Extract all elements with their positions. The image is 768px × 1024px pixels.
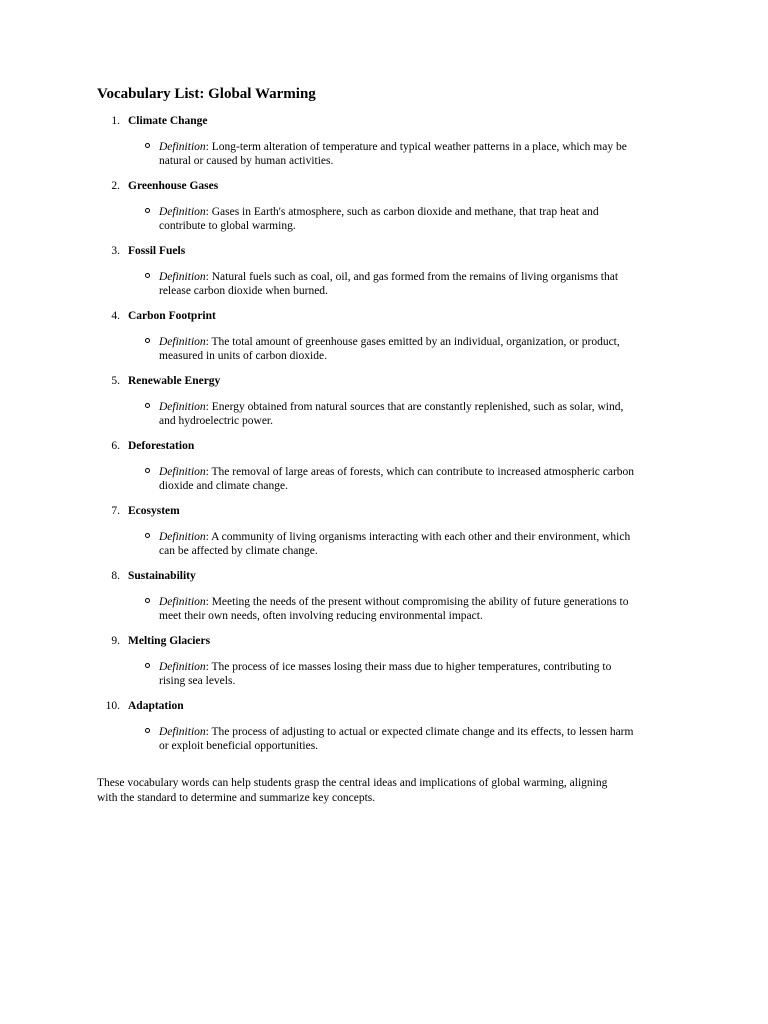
item-number: 3. (111, 245, 120, 257)
definition-text: release carbon dioxide when burned. (159, 285, 328, 297)
definition-text: and hydroelectric power. (159, 415, 273, 427)
definition-text: dioxide and climate change. (159, 480, 289, 492)
definition-label: Definition (159, 466, 206, 478)
bullet-icon (145, 338, 150, 343)
term-definition (159, 595, 679, 623)
definition-text: measured in units of carbon dioxide. (159, 350, 327, 362)
definition-text: : The removal of large areas of forests, which can contribute to increased atmospheric carbon (205, 466, 635, 478)
item-number: 10. (105, 700, 120, 712)
item-number: 8. (111, 570, 120, 582)
definition-label: Definition (159, 206, 206, 218)
bullet-icon (145, 403, 150, 408)
vocabulary-list (0, 114, 768, 764)
term-name: Sustainability (128, 570, 196, 582)
list-item (0, 699, 768, 764)
term-definition (159, 400, 679, 428)
term-definition (159, 270, 679, 298)
definition-label: Definition (159, 726, 206, 738)
term-name: Fossil Fuels (128, 245, 186, 257)
list-item (0, 569, 768, 634)
term-name: Ecosystem (128, 505, 180, 517)
bullet-icon (145, 273, 150, 278)
list-item (0, 374, 768, 439)
summary-text: with the standard to determine and summarize key concepts. (97, 791, 376, 804)
term-name: Melting Glaciers (128, 635, 211, 647)
definition-text: can be affected by climate change. (159, 545, 318, 557)
term-definition (159, 205, 679, 233)
list-item (0, 439, 768, 504)
item-number: 4. (111, 310, 120, 322)
definition-label: Definition (159, 336, 206, 348)
definition-label: Definition (159, 596, 206, 608)
list-item (0, 634, 768, 699)
list-item (0, 114, 768, 179)
term-definition (159, 140, 679, 168)
bullet-icon (145, 663, 150, 668)
item-number: 6. (111, 440, 120, 452)
term-name: Greenhouse Gases (128, 180, 219, 192)
list-item (0, 179, 768, 244)
definition-text: : The process of ice masses losing their mass due to higher temperatures, contributing to (205, 661, 612, 673)
item-number: 9. (111, 635, 120, 647)
bullet-icon (145, 468, 150, 473)
definition-label: Definition (159, 531, 206, 543)
definition-text: : The process of adjusting to actual or expected climate change and its effects, to lessen harm (205, 726, 634, 738)
item-number: 7. (111, 505, 120, 517)
definition-label: Definition (159, 401, 206, 413)
item-number: 2. (111, 180, 120, 192)
summary-text: These vocabulary words can help students grasp the central ideas and implications of global warming, aligning (97, 776, 608, 789)
list-item (0, 309, 768, 374)
term-name: Climate Change (128, 115, 208, 127)
definition-text: or exploit beneficial opportunities. (159, 740, 319, 752)
definition-text: : The total amount of greenhouse gases emitted by an individual, organization, or product, (205, 336, 620, 348)
term-name: Carbon Footprint (128, 310, 216, 322)
term-name: Deforestation (128, 440, 195, 452)
definition-label: Definition (159, 141, 206, 153)
definition-text: meet their own needs, often involving reducing environmental impact. (159, 610, 483, 622)
term-definition (159, 725, 679, 753)
definition-text: natural or caused by human activities. (159, 155, 334, 167)
definition-text: : Long-term alteration of temperature and typical weather patterns in a place, which may be (205, 141, 627, 153)
term-definition (159, 530, 679, 558)
definition-text: : A community of living organisms interacting with each other and their environment, which (205, 531, 631, 543)
definition-label: Definition (159, 661, 206, 673)
term-definition (159, 465, 679, 493)
list-item (0, 504, 768, 569)
list-item (0, 244, 768, 309)
definition-text: contribute to global warming. (159, 220, 296, 232)
definition-label: Definition (159, 271, 206, 283)
definition-text: : Natural fuels such as coal, oil, and gas formed from the remains of living organisms that (205, 271, 619, 283)
item-number: 5. (111, 375, 120, 387)
bullet-icon (145, 598, 150, 603)
bullet-icon (145, 143, 150, 148)
term-name: Renewable Energy (128, 375, 221, 387)
term-name: Adaptation (128, 700, 184, 712)
term-definition (159, 660, 679, 688)
bullet-icon (145, 208, 150, 213)
item-number: 1. (111, 115, 120, 127)
term-definition (159, 335, 679, 363)
bullet-icon (145, 728, 150, 733)
bullet-icon (145, 533, 150, 538)
definition-text: : Gases in Earth's atmosphere, such as carbon dioxide and methane, that trap heat and (205, 206, 599, 218)
summary-paragraph (97, 776, 687, 806)
definition-text: rising sea levels. (159, 675, 236, 687)
page-title: Vocabulary List: Global Warming (97, 86, 316, 102)
definition-text: : Meeting the needs of the present without compromising the ability of future generations to (205, 596, 629, 608)
definition-text: : Energy obtained from natural sources that are constantly replenished, such as solar, wind, (205, 401, 624, 413)
